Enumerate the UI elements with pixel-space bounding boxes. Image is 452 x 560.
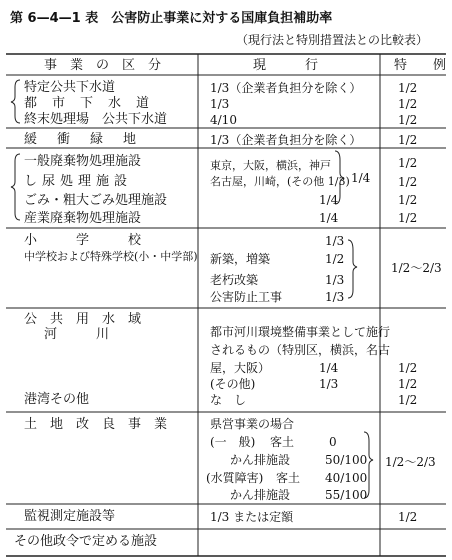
header-special: 特 例 — [394, 58, 447, 73]
water-special-3: 1/2 — [398, 393, 418, 407]
water-current-line3-value: 1/4 — [319, 361, 339, 375]
land-row-3-group: (水質障害) — [206, 471, 264, 485]
land-row-2-item: かん排施設 — [230, 453, 291, 467]
waste-item-3: ごみ・粗大ごみ処理施設 — [24, 193, 168, 208]
water-label-1: 公 共 用 水 域 — [24, 312, 142, 327]
school-current-top: 1/3 — [325, 234, 345, 248]
school-current-item-2: 老朽改築 — [210, 273, 259, 287]
sewer-special-2: 1/2 — [398, 97, 418, 111]
water-current-line2: されるもの（特別区，横浜，名古 — [210, 343, 391, 357]
land-row-3-value: 40/100 — [325, 471, 368, 485]
land-row-1-group: (一 般) — [210, 435, 256, 449]
sewer-current-2: 1/3 — [210, 97, 230, 111]
waste-current-row3: 1/4 — [319, 193, 339, 207]
waste-item-4: 産業廃棄物処理施設 — [24, 211, 142, 226]
water-label-2: 河 川 — [44, 327, 110, 342]
monitor-special: 1/2 — [398, 510, 418, 524]
buffer-special: 1/2 — [398, 133, 418, 147]
school-label-2: 中学校および特殊学校(小・中学部) — [24, 250, 198, 263]
school-special: 1/2～2/3 — [391, 261, 442, 275]
header-category: 事 業 の 区 分 — [44, 58, 162, 73]
table-title: 第 6—4—1 表 公害防止事業に対する国庫負担補助率 — [10, 11, 333, 26]
waste-current-line2: 名古屋，川崎，(その他 1/3) — [210, 175, 350, 188]
land-row-4-value: 55/100 — [325, 488, 368, 502]
buffer-label: 緩衝緑地 — [24, 132, 157, 147]
water-current-line4: (その他) — [210, 377, 256, 391]
land-special: 1/2～2/3 — [385, 455, 436, 469]
water-special-1: 1/2 — [398, 361, 418, 375]
waste-special-2: 1/2 — [398, 175, 418, 189]
waste-item-2: し尿処理施設 — [24, 174, 133, 189]
land-row-4-item: かん排施設 — [230, 488, 291, 502]
monitor-current: 1/3 または定額 — [210, 510, 294, 524]
sewer-item-1: 特定公共下水道 — [24, 80, 116, 95]
sewer-current-1: 1/3（企業者負担分を除く） — [210, 81, 362, 95]
land-row-1-item: 客土 — [270, 435, 295, 449]
land-row-3-item: 客土 — [276, 471, 301, 485]
buffer-current: 1/3（企業者負担分を除く） — [210, 133, 362, 147]
water-current-line5: な し — [210, 393, 247, 407]
water-current-line3: 屋，大阪） — [210, 361, 271, 375]
sewer-special-3: 1/2 — [398, 113, 418, 127]
school-current-value-2: 1/3 — [325, 273, 345, 287]
waste-current-line1: 東京，大阪，横浜，神戸 — [210, 159, 331, 172]
water-current-line1: 都市河川環境整備事業として施行 — [210, 325, 391, 339]
sewer-item-2: 都市下水道 — [24, 96, 165, 111]
waste-special-3: 1/2 — [398, 193, 418, 207]
school-current-value-3: 1/3 — [325, 290, 345, 304]
waste-special-4: 1/2 — [398, 211, 418, 225]
water-special-2: 1/2 — [398, 377, 418, 391]
header-current: 現 行 — [253, 58, 319, 73]
sewer-item-3: 終末処理場 公共下水道 — [24, 112, 168, 127]
sewer-special-1: 1/2 — [398, 81, 418, 95]
land-current-header: 県営事業の場合 — [210, 417, 295, 431]
table-subtitle: （現行法と特別措置法との比較表） — [236, 33, 429, 47]
waste-current-ratio: 1/4 — [351, 171, 371, 185]
school-current-item-1: 新築，増築 — [210, 252, 271, 266]
school-label-1: 小 学 校 — [24, 233, 142, 248]
monitor-label: 監視測定施設等 — [24, 509, 116, 524]
waste-current-row4: 1/4 — [319, 211, 339, 225]
sewer-current-3: 4/10 — [210, 113, 237, 127]
waste-item-1: 一般廃棄物処理施設 — [24, 154, 142, 169]
other-label: その他政令で定める施設 — [14, 534, 158, 549]
water-current-line4-value: 1/3 — [319, 377, 339, 391]
land-row-1-value: 0 — [329, 435, 337, 449]
school-current-item-3: 公害防止工事 — [210, 290, 283, 304]
waste-special-1: 1/2 — [398, 156, 418, 170]
school-current-value-1: 1/2 — [325, 252, 345, 266]
land-label: 土 地 改 良 事 業 — [24, 417, 168, 432]
water-label-3: 港湾その他 — [24, 392, 90, 407]
land-row-2-value: 50/100 — [325, 453, 368, 467]
